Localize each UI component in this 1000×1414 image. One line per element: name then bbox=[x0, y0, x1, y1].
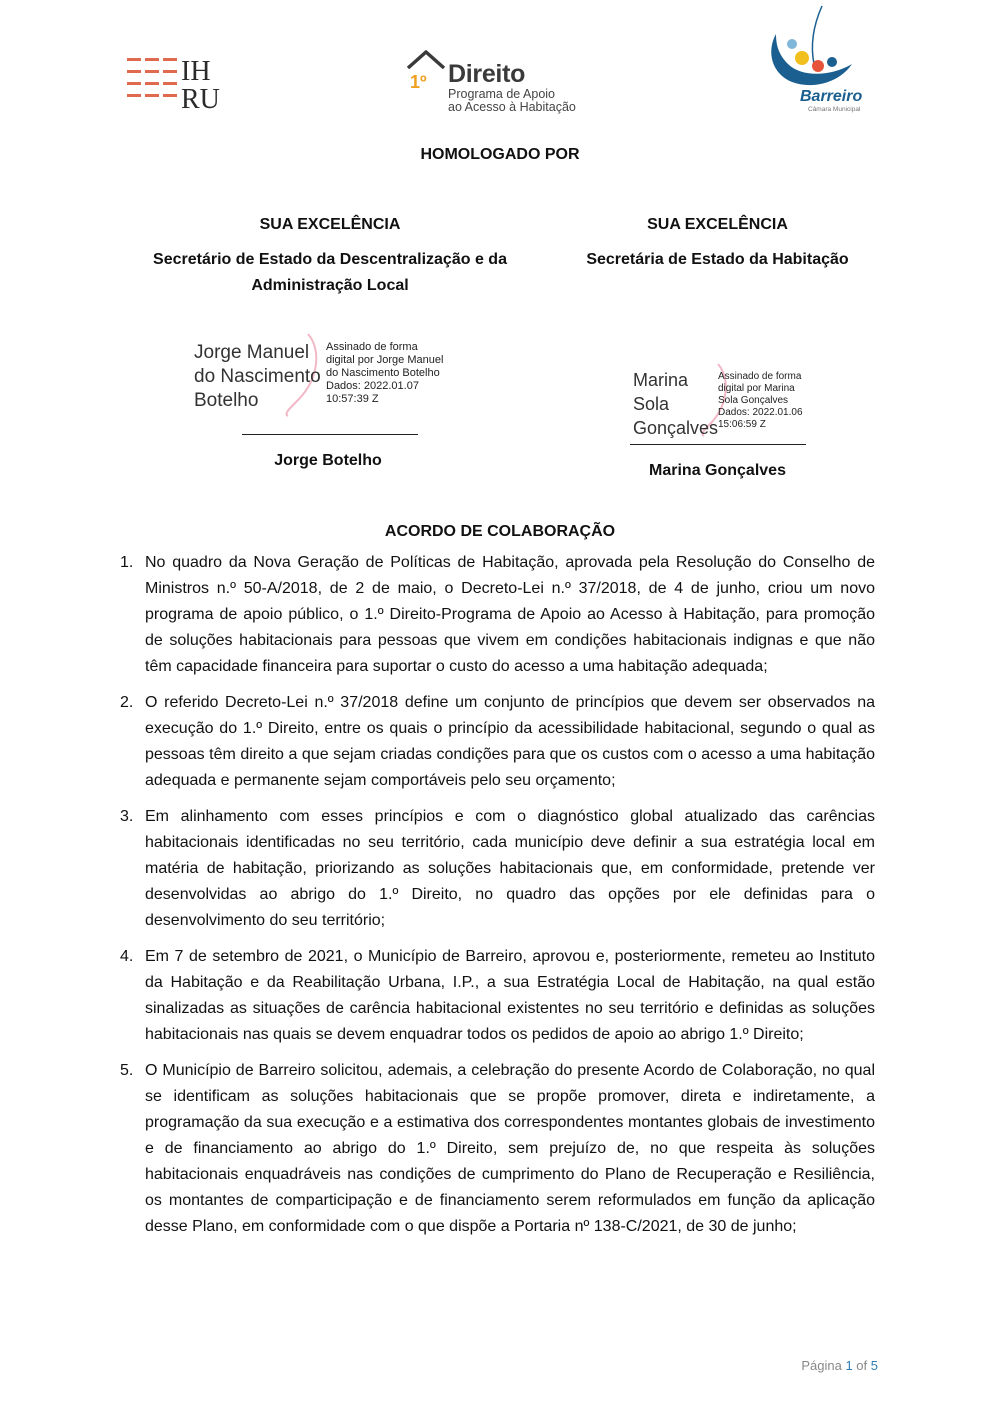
right-sig-name-2: Sola bbox=[633, 394, 670, 414]
left-sig-name-2: do Nascimento bbox=[194, 366, 321, 387]
right-sig-detail-4: Dados: 2022.01.06 bbox=[718, 407, 803, 418]
right-sig-detail-2: digital por Marina bbox=[718, 383, 795, 394]
clause-number: 3. bbox=[120, 808, 134, 825]
barreiro-emblem-icon bbox=[762, 4, 862, 94]
ihru-text-bottom: RU bbox=[181, 84, 220, 115]
footer-total: 5 bbox=[870, 1358, 878, 1373]
direito-title: Direito bbox=[448, 60, 526, 88]
right-signature-line bbox=[630, 444, 806, 445]
direito-subtitle-1: Programa de Apoio bbox=[448, 87, 556, 101]
list-item bbox=[120, 1058, 875, 1240]
clause-number: 5. bbox=[120, 1062, 134, 1079]
left-excellency: SUA EXCELÊNCIA bbox=[259, 216, 401, 233]
right-signer-name: Marina Gonçalves bbox=[649, 462, 786, 479]
left-sig-name-3: Botelho bbox=[194, 390, 259, 411]
clause-text: O referido Decreto-Lei n.º 37/2018 define um conjunto de princípios que devem ser observados na execução do 1.º Direito, entre os quais o princípio da acessibilidade habitacional, segundo o qual as pessoas têm direito a que sejam criadas condições para que os custos com o acesso a uma habitação adequada e permanente sejam comportáveis pelo seu orçamento; bbox=[145, 694, 875, 789]
page-footer bbox=[801, 1358, 878, 1373]
left-sig-detail-3: do Nascimento Botelho bbox=[326, 367, 440, 379]
barreiro-logo bbox=[762, 4, 862, 116]
left-excellency-title bbox=[120, 212, 540, 299]
left-role-line2: Administração Local bbox=[251, 277, 409, 294]
footer-page: 1 bbox=[845, 1358, 853, 1373]
right-sig-name-1: Marina bbox=[633, 370, 689, 390]
clause-number: 2. bbox=[120, 694, 134, 711]
section-title: ACORDO DE COLABORAÇÃO bbox=[384, 523, 616, 540]
clause-list bbox=[120, 550, 875, 1250]
left-sig-name-1: Jorge Manuel bbox=[194, 342, 310, 363]
homologado-heading: HOMOLOGADO POR bbox=[420, 146, 580, 163]
direito-logo bbox=[404, 46, 604, 116]
clause-text: O Município de Barreiro solicitou, ademais, a celebração do presente Acordo de Colaboração, no qual se identificam as soluções habitacionais que se propõe promover, direta e indiretamente, a programação da sua execução e a estimativa dos correspondentes montantes globais de investimento e de financiamento ao abrigo do 1.º Direito, sem prejuízo de, no que respeita às soluções habitacionais enquadráveis nas condições de cumprimento do Plano de Recuperação e Resiliência, os montantes de comparticipação e de financiamento serem reformulados em função da aplicação desse Plano, em conformidade com o que dispõe a Portaria nº 138-C/2021, de 30 de junho; bbox=[145, 1062, 875, 1235]
left-signature-line bbox=[242, 434, 418, 435]
clause-text: Em alinhamento com esses princípios e com o diagnóstico global atualizado das carências habitacionais identificadas no seu território, cada município deve definir a sua estratégia local em matéria de habitação, priorizando as soluções habitacionais que, em conformidade, pretende ver desenvolvidas ao abrigo do 1.º Direito, no quadro das opções por ele definidas para o desenvolvimento do seu território; bbox=[145, 808, 875, 929]
left-sig-detail-1: Assinado de forma bbox=[326, 341, 418, 353]
left-signer-name: Jorge Botelho bbox=[274, 452, 382, 469]
ihru-text-top: IH bbox=[181, 56, 211, 87]
footer-label: Página bbox=[801, 1358, 842, 1373]
list-item bbox=[120, 550, 875, 680]
house-icon bbox=[404, 46, 448, 96]
right-sig-detail-3: Sola Gonçalves bbox=[718, 395, 789, 406]
direito-subtitle-2: ao Acesso à Habitação bbox=[448, 100, 576, 114]
list-item bbox=[120, 944, 875, 1048]
direito-badge: 1º bbox=[410, 72, 427, 92]
clause-number: 4. bbox=[120, 948, 134, 965]
right-sig-name-3: Gonçalves bbox=[633, 418, 719, 438]
barreiro-sub: Câmara Municipal bbox=[808, 106, 861, 113]
ihru-logo bbox=[123, 28, 235, 118]
clause-text: No quadro da Nova Geração de Políticas de Habitação, aprovada pela Resolução do Conselho de Ministros n.º 50-A/2018, de 2 de maio, o Decreto-Lei n.º 37/2018, de 4 de junho, criou um novo programa de apoio público, o 1.º Direito-Programa de Apoio ao Acesso à Habitação, para promoção de soluções habitacionais para pessoas que vivem em condições habitacionais indignas e que não têm capacidade financeira para suportar o custo do acesso a uma habitação adequada; bbox=[145, 554, 875, 675]
list-item bbox=[120, 690, 875, 794]
left-role-line1: Secretário de Estado da Descentralização e da bbox=[153, 251, 507, 268]
list-item bbox=[120, 804, 875, 934]
right-sig-detail-5: 15:06:59 Z bbox=[718, 419, 766, 430]
clause-number: 1. bbox=[120, 554, 134, 571]
right-excellency-title bbox=[560, 212, 875, 273]
left-sig-detail-4: Dados: 2022.01.07 bbox=[326, 380, 419, 392]
right-role-line1: Secretária de Estado da Habitação bbox=[586, 251, 849, 268]
left-sig-detail-5: 10:57:39 Z bbox=[326, 393, 379, 405]
right-sig-detail-1: Assinado de forma bbox=[718, 371, 802, 382]
left-sig-detail-2: digital por Jorge Manuel bbox=[326, 354, 444, 366]
footer-of: of bbox=[856, 1358, 868, 1373]
right-excellency: SUA EXCELÊNCIA bbox=[647, 216, 788, 233]
clause-text: Em 7 de setembro de 2021, o Município de Barreiro, aprovou e, posteriormente, remeteu ao Instituto da Habitação e da Reabilitação Urbana, I.P., a sua Estratégia Local de Habitação, na qual estão sinalizadas as situações de carência habitacional existentes no seu território e definidas as soluções habitacionais nas quais se devem enquadrar todos os pedidos de apoio ao abrigo 1.º Direito; bbox=[145, 948, 875, 1043]
barreiro-name: Barreiro bbox=[800, 88, 863, 105]
